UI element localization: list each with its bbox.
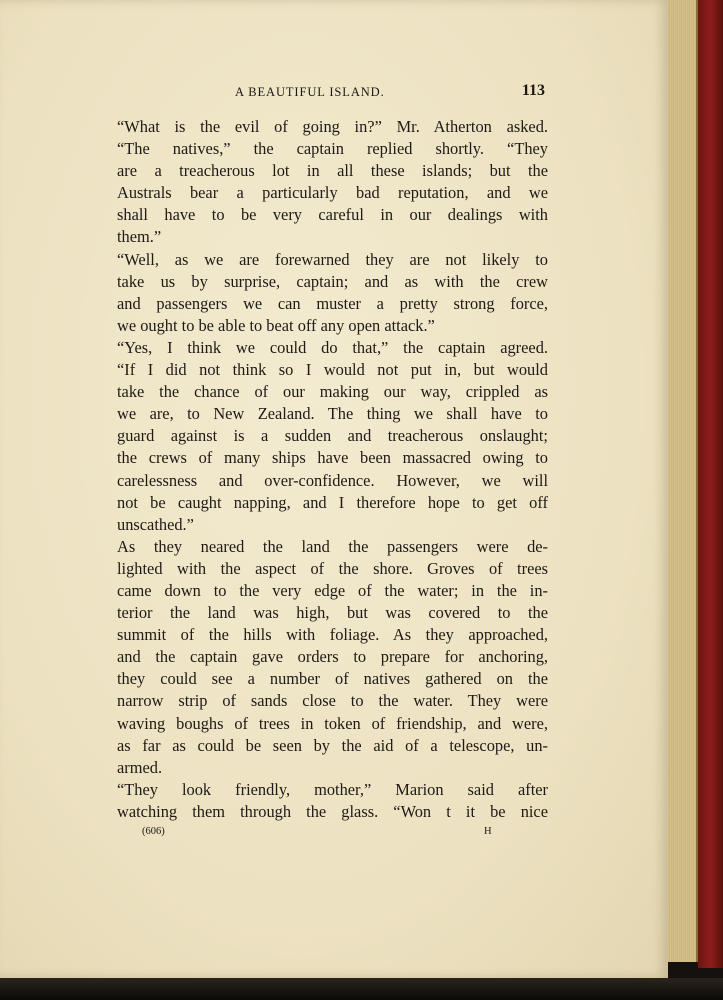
book-cover-edge [698, 0, 723, 968]
text-line: lighted with the aspect of the shore. Groves of trees [117, 558, 548, 578]
text-line: not be caught napping, and I therefore hope to get off [117, 492, 548, 512]
text-line: unscathed.” [117, 514, 194, 534]
page-number: 113 [521, 82, 545, 99]
text-line: carelessness and over-confidence. However, we will [117, 470, 548, 490]
text-line: we are, to New Zealand. The thing we shall have to [117, 404, 548, 424]
text-line: “If I did not think so I would not put in, but would [117, 360, 548, 380]
text-line: armed. [117, 757, 163, 777]
text-line: As they neared the land the passengers were de- [117, 536, 548, 556]
text-line: guard against is a sudden and treacherous onslaught; [117, 426, 548, 446]
bottom-shadow [0, 978, 723, 1000]
text-line: the crews of many ships have been massacred owing to [117, 448, 548, 468]
text-line: take the chance of our making our way, crippled as [117, 382, 548, 402]
signature-letter: H [484, 826, 492, 837]
page-edges [668, 0, 698, 962]
text-line: waving boughs of trees in token of friendship, and were, [117, 713, 548, 733]
text-line: as far as could be seen by the aid of a telescope, un- [117, 735, 548, 755]
text-line: shall have to be very careful in our dealings with [117, 205, 548, 225]
text-line: “They look friendly, mother,” Marion said after [117, 779, 548, 799]
text-line: “Well, as we are forewarned they are not likely to [117, 249, 548, 269]
text-line: they could see a number of natives gathered on the [117, 669, 548, 689]
text-line: them.” [117, 227, 162, 247]
text-line: and the captain gave orders to prepare for anchoring, [117, 647, 548, 667]
body-text [117, 116, 548, 823]
text-line: are a treacherous lot in all these islands; but the [117, 161, 548, 181]
text-line: Australs bear a particularly bad reputation, and we [117, 183, 548, 203]
running-head [117, 82, 547, 102]
text-line: “The natives,” the captain replied shortly. “They [117, 139, 548, 159]
text-line: and passengers we can muster a pretty strong force, [117, 293, 548, 313]
text-line: “What is the evil of going in?” Mr. Atherton asked. [117, 117, 548, 136]
text-line: narrow strip of sands close to the water. They were [117, 691, 548, 711]
running-title: A BEAUTIFUL ISLAND. [235, 85, 385, 99]
text-line: “Yes, I think we could do that,” the captain agreed. [117, 337, 548, 357]
text-line: summit of the hills with foliage. As they approached, [117, 625, 548, 645]
text-line: take us by surprise, captain; and as with the crew [117, 271, 548, 291]
page-footer [117, 826, 547, 842]
text-line: we ought to be able to beat off any open attack.” [117, 315, 435, 335]
signature-mark: (606) [142, 826, 165, 837]
text-line: watching them through the glass. “Won t it be nice [117, 801, 548, 821]
text-line: came down to the very edge of the water; in the in- [117, 580, 548, 600]
text-line: terior the land was high, but was covered to the [117, 603, 548, 623]
